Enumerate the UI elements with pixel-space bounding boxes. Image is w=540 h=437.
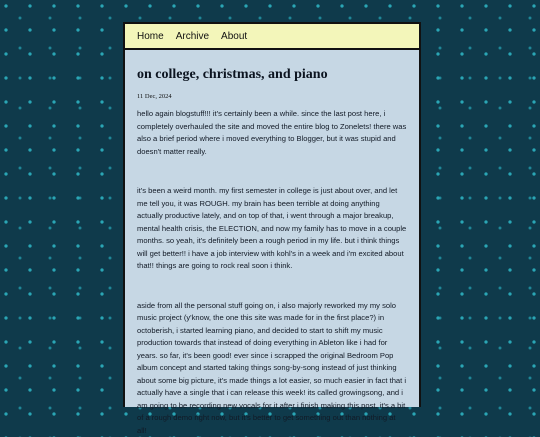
post-paragraph: it's been a weird month. my first semester in college is just about over, and let me tell you, it was ROUGH. my brain has been terrible at doing anything actually productive lately, and on top of that, i went through a major breakup, mental health crisis, the ELECTION, and now my family has to move in a couple months. so yeah, it's definitely been a rough period in my life. but i think things will get better!! i have a job interview with kohl's in a week and i'm excited about that!! things are going to rock real soon i think.	[137, 185, 407, 273]
post-paragraph: hello again blogstuff!!! it's certainly been a while. since the last post here, i completely overhauled the site and moved the entire blog to Zonelets! there was also a brief period where i moved everything to Blogger, but it was stupid and doesn't matter really.	[137, 108, 407, 158]
post-date: 11 Dec, 2024	[137, 93, 407, 100]
nav-link-about[interactable]: About	[221, 31, 247, 42]
page-container	[123, 22, 421, 407]
top-nav	[125, 24, 419, 50]
post-content	[125, 66, 419, 437]
nav-link-home[interactable]: Home	[137, 31, 164, 42]
post-title: on college, christmas, and piano	[137, 66, 407, 84]
post-paragraph: aside from all the personal stuff going on, i also majorly reworked my my solo music project (y'know, the one this site was made for in the first place?) in octoberish, i started learning piano, and decided to start to shift my music production towards that instead of doing everything in Ableton like i had for years. so far, it's been good! ever since i scrapped the original Bedroom Pop album concept and started taking things song-by-song instead of just thinking about some big picture, it's made things a lot easier, so much easier in fact that i actually have a single that i can release this week! its called growingsong, and i am going to be recording new vocals for it after i finish making this post. it's a bit of a rough demo right now, but it's better to get something out than nothing at all!	[137, 300, 407, 437]
nav-link-archive[interactable]: Archive	[176, 31, 209, 42]
